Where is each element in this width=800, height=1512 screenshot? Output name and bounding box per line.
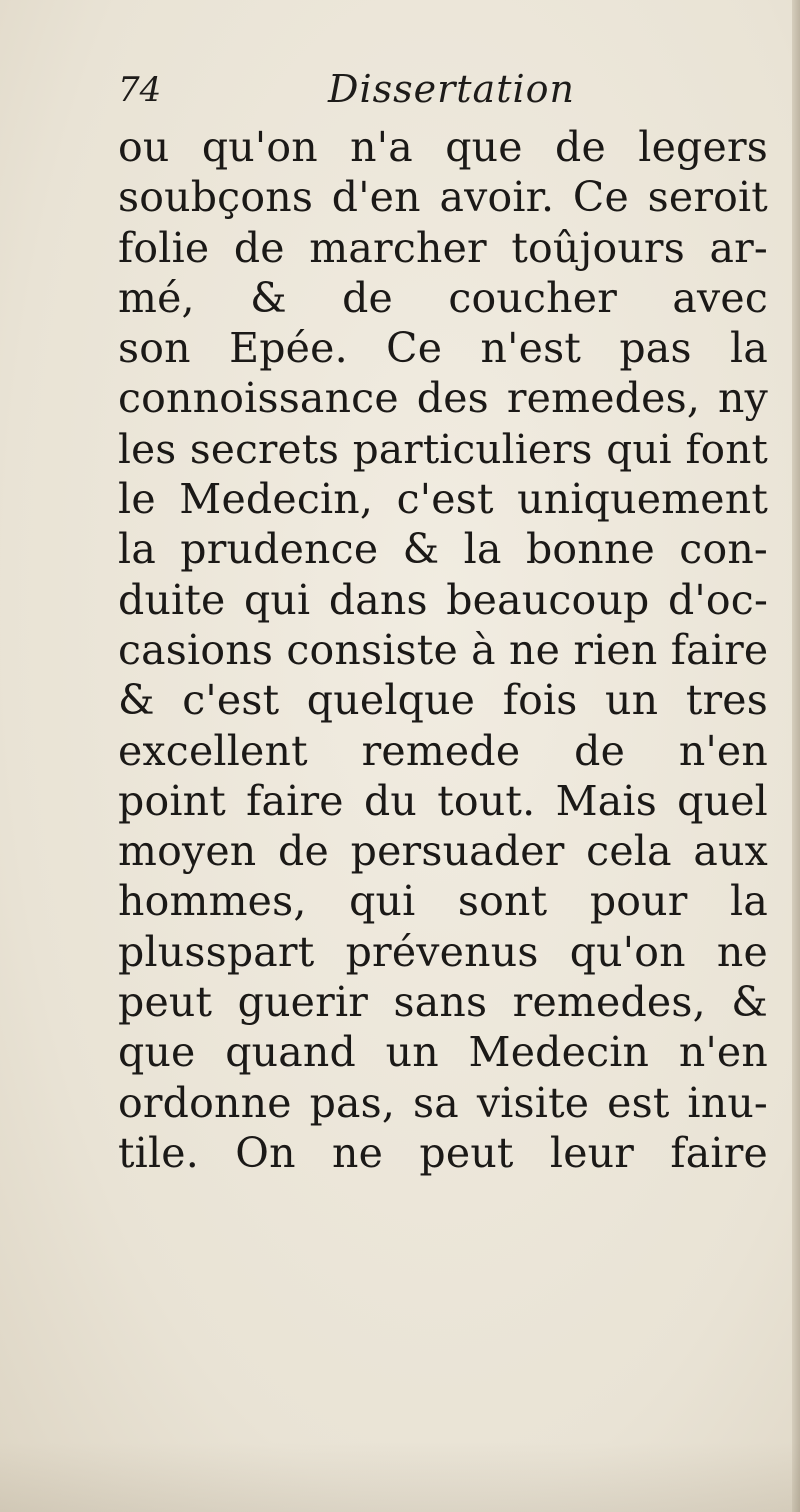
text-line: mé, & de coucher avec [118, 273, 768, 322]
text-line: ou qu'on n'a que de legers [118, 123, 768, 171]
text-line: point faire du tout. Mais quel [118, 776, 768, 825]
running-head: Dissertation [328, 67, 575, 111]
page-header [118, 60, 678, 112]
text-body [118, 122, 768, 1178]
text-line: casions consiste à ne rien faire [118, 625, 768, 674]
text-line: moyen de persuader cela aux [118, 827, 768, 876]
text-line: tile. On ne peut leur faire [118, 1128, 768, 1177]
text-line: peut guerir sans remedes, & [118, 978, 768, 1027]
text-line: la prudence & la bonne con- [118, 525, 768, 574]
text-line: ordonne pas, sa visite est inu- [118, 1078, 768, 1127]
text-line: excellent remede de n'en [118, 726, 768, 775]
text-line: les secrets particuliers qui font [118, 424, 768, 473]
text-line: duite qui dans beaucoup d'oc- [118, 575, 768, 624]
text-line: que quand un Medecin n'en [118, 1028, 768, 1077]
text-line: hommes, qui sont pour la [118, 877, 768, 926]
page-number: 74 [118, 70, 162, 110]
text-line: & c'est quelque fois un tres [118, 676, 768, 725]
text-line: son Epée. Ce n'est pas la [118, 324, 768, 373]
text-line: connoissance des remedes, ny [118, 374, 768, 423]
text-line: le Medecin, c'est uniquement [118, 475, 768, 524]
text-line: plusspart prévenus qu'on ne [118, 927, 768, 976]
text-line: soubçons d'en avoir. Ce seroit [118, 173, 768, 222]
text-line: folie de marcher toûjours ar- [118, 223, 768, 272]
page-bottom-shadow [0, 1442, 800, 1512]
page-edge-shadow [792, 0, 800, 1512]
